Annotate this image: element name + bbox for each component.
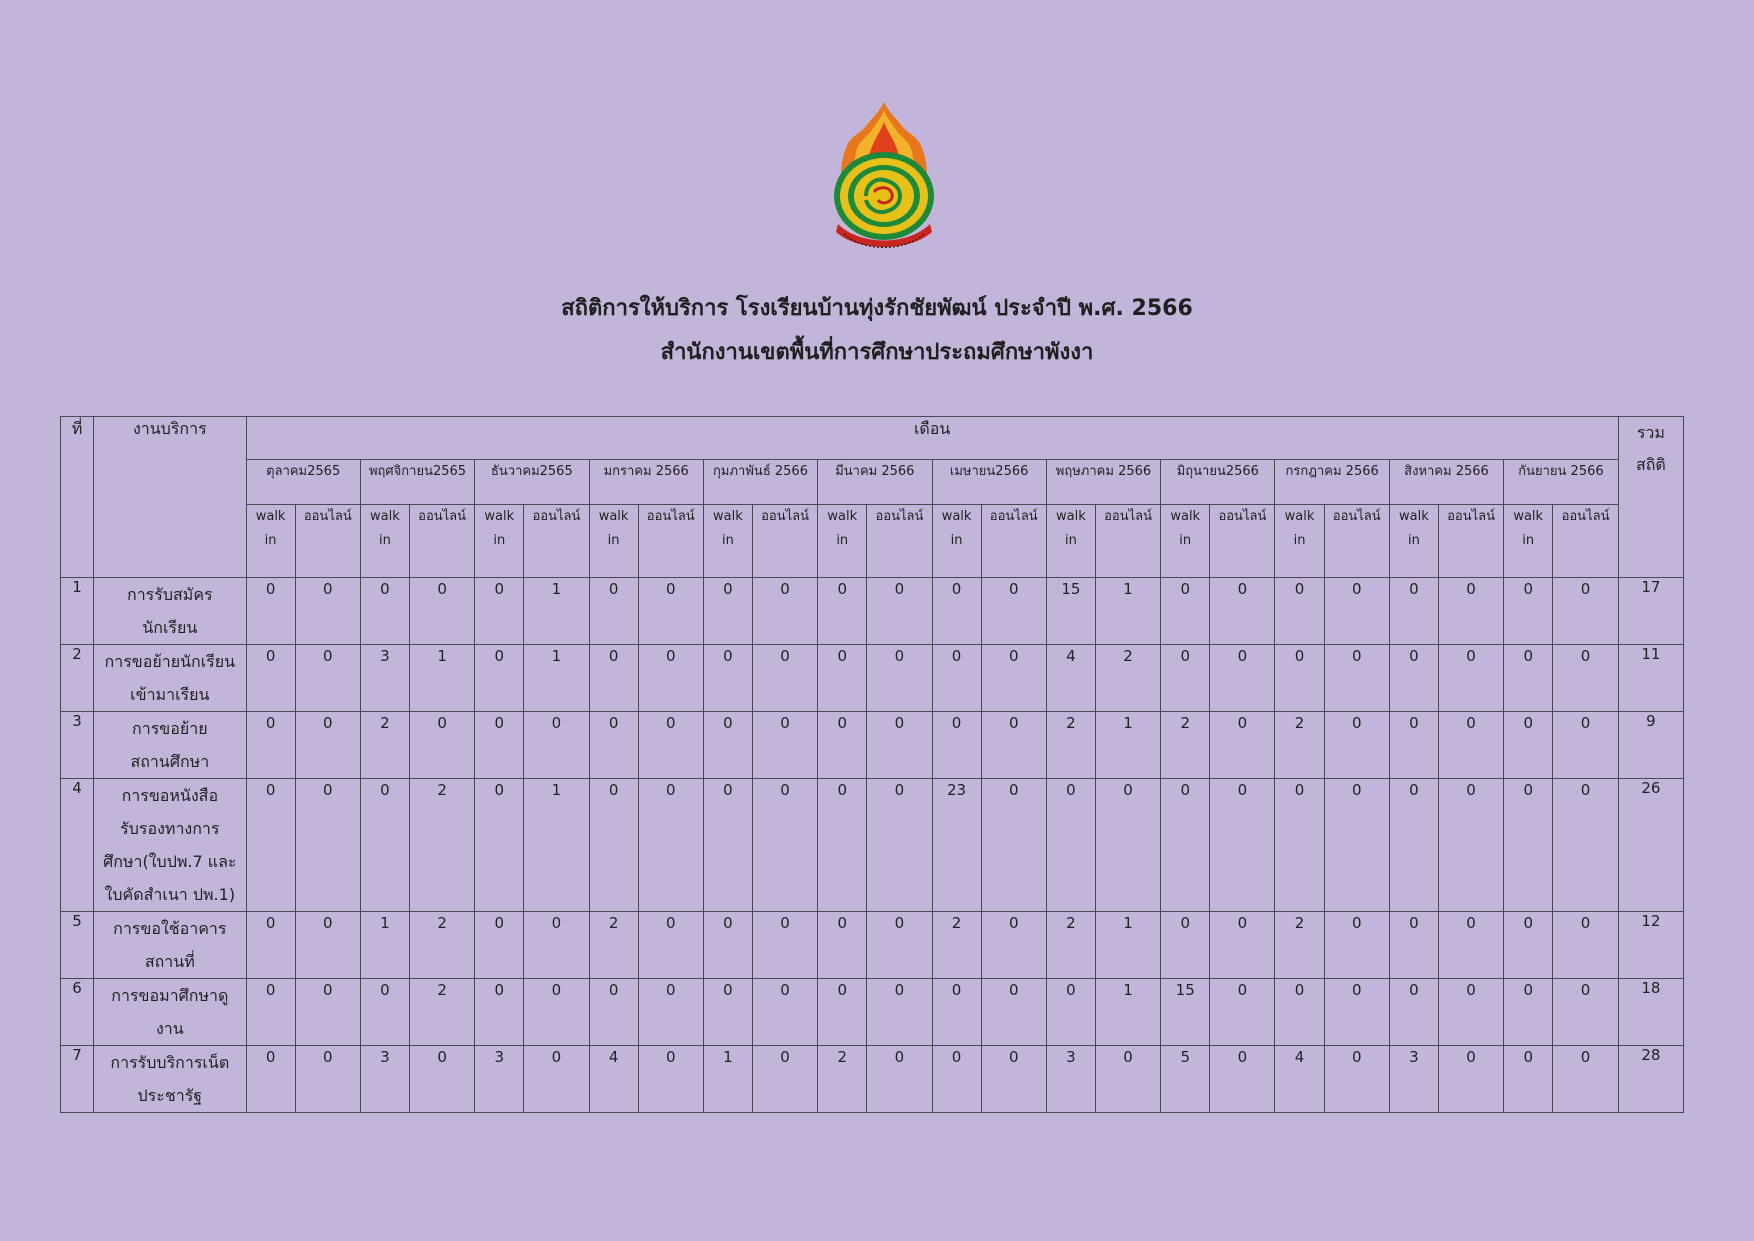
walk-in-value: 0	[1504, 645, 1553, 712]
walk-in-value: 4	[589, 1046, 638, 1113]
online-value: 0	[295, 779, 360, 912]
online-value: 0	[1095, 1046, 1160, 1113]
online-value: 1	[1095, 979, 1160, 1046]
online-value: 2	[410, 779, 475, 912]
walk-in-value: 2	[932, 912, 981, 979]
walk-in-value: 4	[1275, 1046, 1324, 1113]
walk-in-label-line1: walk	[1513, 509, 1544, 524]
online-value: 2	[1095, 645, 1160, 712]
page-subtitle: สำนักงานเขตพื้นที่การศึกษาประถมศึกษาพังงา	[660, 340, 1094, 365]
walk-in-value: 0	[703, 779, 752, 912]
table-row	[61, 645, 1684, 712]
month-header: พฤษภาคม 2566	[1046, 460, 1160, 505]
walk-in-value: 0	[1389, 645, 1438, 712]
walk-in-value: 1	[703, 1046, 752, 1113]
online-value: 0	[1324, 645, 1389, 712]
walk-in-value: 0	[932, 645, 981, 712]
service-name-line: การขอย้ายนักเรียน	[104, 652, 236, 671]
walk-in-value: 15	[1046, 578, 1095, 645]
service-name-line: การขอหนังสือ	[121, 786, 219, 805]
walk-in-value: 2	[1046, 912, 1095, 979]
walk-in-value: 1	[360, 912, 409, 979]
walk-in-label-line1: walk	[484, 509, 515, 524]
online-value: 0	[981, 645, 1046, 712]
online-value: 0	[1553, 1046, 1618, 1113]
online-value: 0	[1324, 712, 1389, 779]
walk-in-label-line2: in	[721, 533, 734, 548]
online-value: 1	[524, 645, 589, 712]
col-header-service: งานบริการ	[94, 417, 246, 578]
online-value: 0	[295, 645, 360, 712]
service-name-line: สถานศึกษา	[130, 752, 210, 771]
row-number: 1	[61, 578, 94, 645]
walk-in-value: 0	[475, 645, 524, 712]
walk-in-value: 0	[475, 578, 524, 645]
walk-in-value: 0	[1504, 979, 1553, 1046]
walk-in-label-line1: walk	[941, 509, 972, 524]
walk-in-value: 0	[703, 979, 752, 1046]
row-number: 3	[61, 712, 94, 779]
online-value: 0	[524, 712, 589, 779]
walk-in-value: 0	[932, 979, 981, 1046]
month-header: มิถุนายน2566	[1161, 460, 1275, 505]
walk-in-value: 0	[246, 1046, 295, 1113]
walk-in-value: 0	[1161, 578, 1210, 645]
col-header-month-group: เดือน	[246, 417, 1618, 460]
online-value: 0	[1324, 912, 1389, 979]
online-header: ออนไลน์	[1438, 505, 1503, 578]
walk-in-label-line1: walk	[370, 509, 400, 524]
online-value: 0	[981, 779, 1046, 912]
service-name	[94, 645, 246, 712]
online-value: 0	[638, 645, 703, 712]
online-value: 2	[410, 912, 475, 979]
row-number: 4	[61, 779, 94, 912]
service-name-line: การขอย้าย	[132, 719, 208, 738]
walk-in-value: 0	[1504, 578, 1553, 645]
table-row	[61, 1046, 1684, 1113]
table-row	[61, 779, 1684, 912]
online-value: 0	[1324, 578, 1389, 645]
walk-in-label-line2: in	[950, 533, 963, 548]
walk-in-header	[703, 505, 752, 578]
online-value: 0	[867, 645, 932, 712]
online-value: 0	[524, 1046, 589, 1113]
online-value: 0	[1210, 645, 1275, 712]
walk-in-value: 0	[1389, 779, 1438, 912]
online-header: ออนไลน์	[1210, 505, 1275, 578]
online-header: ออนไลน์	[295, 505, 360, 578]
walk-in-header	[1275, 505, 1324, 578]
walk-in-label-line1: walk	[598, 509, 629, 524]
online-value: 0	[752, 712, 817, 779]
walk-in-value: 0	[589, 712, 638, 779]
online-value: 0	[295, 979, 360, 1046]
service-name	[94, 578, 246, 645]
online-value: 0	[638, 779, 703, 912]
online-value: 0	[752, 645, 817, 712]
walk-in-value: 15	[1161, 979, 1210, 1046]
row-total: 11	[1618, 645, 1683, 712]
walk-in-label-line2: in	[1407, 533, 1420, 548]
table-row	[61, 979, 1684, 1046]
walk-in-label-line2: in	[1522, 533, 1535, 548]
walk-in-value: 23	[932, 779, 981, 912]
online-value: 0	[1210, 979, 1275, 1046]
month-header: กุมภาพันธ์ 2566	[703, 460, 817, 505]
online-value: 0	[1438, 979, 1503, 1046]
walk-in-value: 0	[1161, 779, 1210, 912]
walk-in-header	[1161, 505, 1210, 578]
walk-in-value: 0	[1389, 712, 1438, 779]
school-emblem-icon	[820, 100, 948, 252]
walk-in-value: 0	[246, 912, 295, 979]
online-header: ออนไลน์	[524, 505, 589, 578]
online-value: 0	[752, 578, 817, 645]
walk-in-label-line1: walk	[713, 509, 743, 524]
walk-in-value: 0	[818, 578, 867, 645]
walk-in-label-line2: in	[493, 533, 506, 548]
walk-in-value: 0	[818, 779, 867, 912]
row-total: 12	[1618, 912, 1683, 979]
walk-in-header	[932, 505, 981, 578]
walk-in-value: 5	[1161, 1046, 1210, 1113]
service-name-line: เข้ามาเรียน	[130, 685, 210, 704]
service-name-line: สถานที่	[144, 952, 195, 971]
walk-in-value: 0	[1504, 1046, 1553, 1113]
walk-in-value: 2	[1275, 912, 1324, 979]
table-row	[61, 912, 1684, 979]
table-row	[61, 712, 1684, 779]
online-value: 0	[638, 712, 703, 779]
walk-in-label-line2: in	[1064, 533, 1077, 548]
walk-in-value: 0	[703, 578, 752, 645]
walk-in-header	[1046, 505, 1095, 578]
walk-in-value: 0	[475, 712, 524, 779]
walk-in-value: 0	[818, 979, 867, 1046]
walk-in-value: 3	[1046, 1046, 1095, 1113]
online-value: 0	[1438, 1046, 1503, 1113]
walk-in-value: 0	[818, 645, 867, 712]
walk-in-value: 0	[1275, 779, 1324, 912]
online-value: 0	[1553, 979, 1618, 1046]
online-value: 0	[638, 578, 703, 645]
walk-in-value: 0	[475, 979, 524, 1046]
online-value: 0	[1210, 712, 1275, 779]
online-value: 0	[1553, 712, 1618, 779]
walk-in-value: 0	[1504, 712, 1553, 779]
online-value: 0	[867, 979, 932, 1046]
walk-in-value: 4	[1046, 645, 1095, 712]
walk-in-value: 0	[1046, 779, 1095, 912]
walk-in-value: 0	[1504, 779, 1553, 912]
walk-in-value: 0	[475, 779, 524, 912]
walk-in-value: 0	[589, 779, 638, 912]
walk-in-value: 0	[475, 912, 524, 979]
online-header: ออนไลน์	[752, 505, 817, 578]
month-row	[61, 460, 1684, 505]
walk-in-header	[475, 505, 524, 578]
walk-in-value: 0	[246, 578, 295, 645]
walk-in-value: 0	[360, 578, 409, 645]
online-header: ออนไลน์	[981, 505, 1046, 578]
online-value: 0	[524, 912, 589, 979]
online-header: ออนไลน์	[1553, 505, 1618, 578]
walk-in-value: 0	[589, 979, 638, 1046]
online-value: 0	[1553, 578, 1618, 645]
walk-in-label-line2: in	[379, 533, 391, 548]
row-total: 28	[1618, 1046, 1683, 1113]
walk-in-header	[1504, 505, 1553, 578]
online-value: 0	[1324, 1046, 1389, 1113]
service-name	[94, 779, 246, 912]
service-name-line: การขอใช้อาคาร	[113, 919, 227, 938]
walk-in-value: 0	[932, 578, 981, 645]
walk-in-value: 0	[246, 779, 295, 912]
walk-in-value: 0	[1046, 979, 1095, 1046]
online-value: 0	[295, 578, 360, 645]
service-name-line: รับรองทางการ	[120, 819, 220, 838]
online-value: 0	[752, 912, 817, 979]
statistics-table	[60, 416, 1684, 1113]
walk-in-value: 0	[818, 912, 867, 979]
online-value: 0	[524, 979, 589, 1046]
walk-in-value: 0	[703, 912, 752, 979]
walk-in-value: 0	[246, 712, 295, 779]
online-value: 0	[981, 979, 1046, 1046]
online-value: 1	[1095, 578, 1160, 645]
online-value: 0	[1210, 1046, 1275, 1113]
row-total: 26	[1618, 779, 1683, 912]
service-name	[94, 912, 246, 979]
walk-in-value: 0	[246, 979, 295, 1046]
month-header: มีนาคม 2566	[818, 460, 932, 505]
online-value: 1	[1095, 912, 1160, 979]
online-value: 0	[410, 1046, 475, 1113]
online-value: 1	[1095, 712, 1160, 779]
walk-in-value: 0	[360, 779, 409, 912]
service-name-line: ใบคัดสำเนา ปพ.1)	[104, 885, 236, 904]
walk-in-value: 0	[1504, 912, 1553, 979]
online-value: 0	[410, 578, 475, 645]
walk-in-label-line2: in	[836, 533, 849, 548]
online-value: 0	[410, 712, 475, 779]
walk-in-value: 2	[1046, 712, 1095, 779]
walk-in-value: 2	[589, 912, 638, 979]
online-header: ออนไลน์	[638, 505, 703, 578]
row-number: 2	[61, 645, 94, 712]
online-header: ออนไลน์	[410, 505, 475, 578]
walk-in-header	[818, 505, 867, 578]
online-value: 0	[981, 912, 1046, 979]
service-name-line: ศึกษา(ใบปพ.7 และ	[103, 852, 237, 871]
online-value: 0	[1553, 779, 1618, 912]
service-name-line: การขอมาศึกษาดู	[111, 986, 229, 1005]
walk-in-label-line1: walk	[255, 509, 286, 524]
walk-in-value: 0	[818, 712, 867, 779]
online-value: 1	[524, 779, 589, 912]
online-value: 0	[981, 1046, 1046, 1113]
online-value: 0	[1095, 779, 1160, 912]
walk-in-header	[360, 505, 409, 578]
online-value: 0	[1210, 912, 1275, 979]
online-value: 0	[295, 912, 360, 979]
walk-in-label-line1: walk	[1170, 509, 1201, 524]
row-number: 7	[61, 1046, 94, 1113]
online-value: 0	[1438, 578, 1503, 645]
online-value: 0	[1210, 578, 1275, 645]
walk-in-label-line1: walk	[1399, 509, 1429, 524]
service-name-line: การรับสมัคร	[127, 585, 213, 604]
online-value: 0	[867, 912, 932, 979]
online-value: 0	[1438, 912, 1503, 979]
online-value: 0	[752, 779, 817, 912]
online-value: 0	[1438, 645, 1503, 712]
subheader-row	[61, 505, 1684, 578]
service-name-line: งาน	[155, 1019, 184, 1038]
service-name-line: การรับบริการเน็ต	[110, 1053, 230, 1072]
row-total: 17	[1618, 578, 1683, 645]
online-value: 1	[410, 645, 475, 712]
walk-in-value: 2	[360, 712, 409, 779]
walk-in-value: 0	[589, 645, 638, 712]
online-header: ออนไลน์	[1324, 505, 1389, 578]
online-value: 0	[295, 1046, 360, 1113]
walk-in-value: 0	[1161, 645, 1210, 712]
online-value: 0	[981, 712, 1046, 779]
month-header: มกราคม 2566	[589, 460, 703, 505]
online-header: ออนไลน์	[1095, 505, 1160, 578]
online-value: 0	[1438, 779, 1503, 912]
walk-in-value: 2	[1161, 712, 1210, 779]
walk-in-label-line1: walk	[827, 509, 858, 524]
row-total: 18	[1618, 979, 1683, 1046]
online-value: 0	[867, 1046, 932, 1113]
online-value: 0	[638, 979, 703, 1046]
walk-in-value: 2	[818, 1046, 867, 1113]
walk-in-value: 3	[475, 1046, 524, 1113]
walk-in-label-line1: walk	[1284, 509, 1315, 524]
online-value: 0	[1324, 979, 1389, 1046]
online-value: 0	[1553, 645, 1618, 712]
service-name	[94, 979, 246, 1046]
service-name	[94, 1046, 246, 1113]
walk-in-value: 0	[1275, 578, 1324, 645]
online-value: 0	[295, 712, 360, 779]
online-value: 0	[638, 912, 703, 979]
online-value: 0	[752, 1046, 817, 1113]
service-name-line: นักเรียน	[142, 618, 198, 637]
month-header: กรกฎาคม 2566	[1275, 460, 1389, 505]
row-number: 6	[61, 979, 94, 1046]
walk-in-header	[246, 505, 295, 578]
walk-in-header	[1389, 505, 1438, 578]
online-value: 0	[1324, 779, 1389, 912]
col-header-no: ที่	[61, 417, 94, 578]
online-value: 2	[410, 979, 475, 1046]
walk-in-value: 3	[360, 645, 409, 712]
online-value: 0	[867, 779, 932, 912]
walk-in-label-line2: in	[1293, 533, 1306, 548]
month-header: พฤศจิกายน2565	[360, 460, 474, 505]
walk-in-value: 0	[246, 645, 295, 712]
online-value: 1	[524, 578, 589, 645]
walk-in-value: 0	[1275, 979, 1324, 1046]
online-value: 0	[752, 979, 817, 1046]
table-row	[61, 578, 1684, 645]
month-header: เมษายน2566	[932, 460, 1046, 505]
walk-in-header	[589, 505, 638, 578]
col-header-total	[1618, 417, 1683, 578]
month-header: สิงหาคม 2566	[1389, 460, 1503, 505]
header-row	[61, 417, 1684, 460]
walk-in-value: 2	[1275, 712, 1324, 779]
month-header: ธันวาคม2565	[475, 460, 589, 505]
row-total: 9	[1618, 712, 1683, 779]
online-value: 0	[1210, 779, 1275, 912]
walk-in-label-line2: in	[264, 533, 277, 548]
online-value: 0	[867, 712, 932, 779]
walk-in-value: 3	[360, 1046, 409, 1113]
walk-in-label-line1: walk	[1056, 509, 1086, 524]
walk-in-value: 0	[703, 712, 752, 779]
service-name	[94, 712, 246, 779]
walk-in-label-line2: in	[1179, 533, 1192, 548]
online-value: 0	[1438, 712, 1503, 779]
walk-in-value: 0	[1389, 578, 1438, 645]
walk-in-value: 0	[1275, 645, 1324, 712]
walk-in-value: 0	[1389, 912, 1438, 979]
walk-in-value: 0	[703, 645, 752, 712]
online-value: 0	[981, 578, 1046, 645]
month-header: ตุลาคม2565	[246, 460, 360, 505]
service-name-line: ประชารัฐ	[137, 1086, 203, 1105]
walk-in-value: 3	[1389, 1046, 1438, 1113]
walk-in-value: 0	[1389, 979, 1438, 1046]
row-number: 5	[61, 912, 94, 979]
month-header: กันยายน 2566	[1504, 460, 1619, 505]
col-header-total-line1: รวม	[1636, 423, 1665, 442]
online-value: 0	[638, 1046, 703, 1113]
walk-in-value: 0	[932, 1046, 981, 1113]
walk-in-value: 0	[589, 578, 638, 645]
col-header-total-line2: สถิติ	[1635, 455, 1666, 474]
online-header: ออนไลน์	[867, 505, 932, 578]
walk-in-value: 0	[360, 979, 409, 1046]
walk-in-label-line2: in	[607, 533, 620, 548]
online-value: 0	[1553, 912, 1618, 979]
online-value: 0	[867, 578, 932, 645]
walk-in-value: 0	[1161, 912, 1210, 979]
page-title: สถิติการให้บริการ โรงเรียนบ้านทุ่งรักชัยพัฒน์ ประจำปี พ.ศ. 2566	[561, 296, 1193, 321]
walk-in-value: 0	[932, 712, 981, 779]
